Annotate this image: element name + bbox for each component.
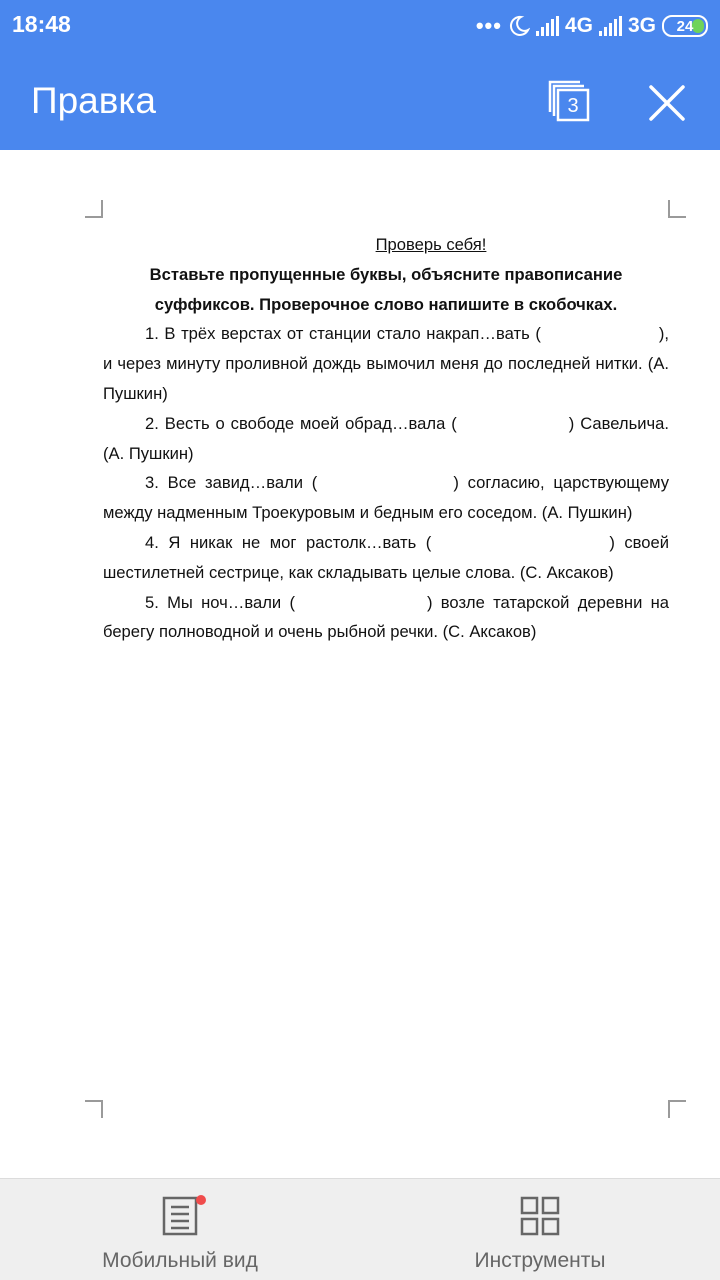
battery-icon	[662, 15, 708, 37]
tools-label: Инструменты	[474, 1249, 606, 1272]
status-indicators	[476, 12, 708, 40]
more-notifications-icon: •••	[475, 13, 502, 38]
document-view[interactable]	[0, 150, 720, 1178]
exercise-item-2: 2. Весть о свободе моей обрад…вала ( ) Савельича. (А. Пушкин)	[103, 413, 669, 463]
task-line-2: суффиксов. Проверочное слово напишите в скобочках.	[154, 294, 618, 314]
grid-icon	[520, 1195, 560, 1237]
signal-icon-2	[599, 16, 622, 36]
battery-level: 24	[676, 17, 694, 35]
exercise-item-3: 3. Все завид…вали ( ) согласию, царствующему между надменным Троекуровым и бедным его соседом. (А. Пушкин)	[103, 473, 669, 523]
exercise-item-1: 1. В трёх верстах от станции стало накрап…вать ( ), и через минуту проливной дождь вымочил меня до последней нитки. (А. Пушкин)	[103, 324, 669, 403]
moon-icon	[508, 15, 530, 37]
pages-stack-icon	[546, 78, 592, 124]
page-corner-mark	[85, 1100, 103, 1118]
mobile-view-button[interactable]	[0, 1179, 360, 1280]
exercise-item-5: 5. Мы ноч…вали ( ) возле татарской деревни на берегу полноводной и очень рыбной речки. (С. Аксаков)	[103, 592, 669, 642]
page-corner-mark	[85, 200, 103, 218]
mobile-view-label: Мобильный вид	[102, 1249, 258, 1272]
status-bar	[0, 0, 720, 52]
document-text	[103, 230, 669, 647]
exercise-item-4: 4. Я никак не мог растолк…вать ( ) своей шестилетней сестрице, как складывать целые слова. (С. Аксаков)	[103, 532, 669, 582]
app-bar	[0, 52, 720, 150]
page-corner-mark	[668, 200, 686, 218]
task-line-1: Вставьте пропущенные буквы, объясните правописание	[149, 264, 623, 284]
document-heading: Проверь себя!	[375, 235, 487, 254]
close-button[interactable]	[644, 80, 690, 126]
tools-button[interactable]	[360, 1179, 720, 1280]
network-type-1: 4G	[564, 14, 593, 37]
page-title: Правка	[31, 80, 156, 121]
pages-count: 3	[567, 95, 579, 117]
page-corner-mark	[668, 1100, 686, 1118]
bottom-toolbar	[0, 1178, 720, 1280]
network-type-2: 3G	[627, 14, 656, 37]
close-icon	[644, 80, 690, 126]
notification-dot	[196, 1195, 206, 1205]
status-time: 18:48	[12, 11, 71, 37]
signal-icon-1	[536, 16, 559, 36]
pages-button[interactable]	[546, 78, 592, 124]
mobile-view-icon	[160, 1195, 200, 1237]
